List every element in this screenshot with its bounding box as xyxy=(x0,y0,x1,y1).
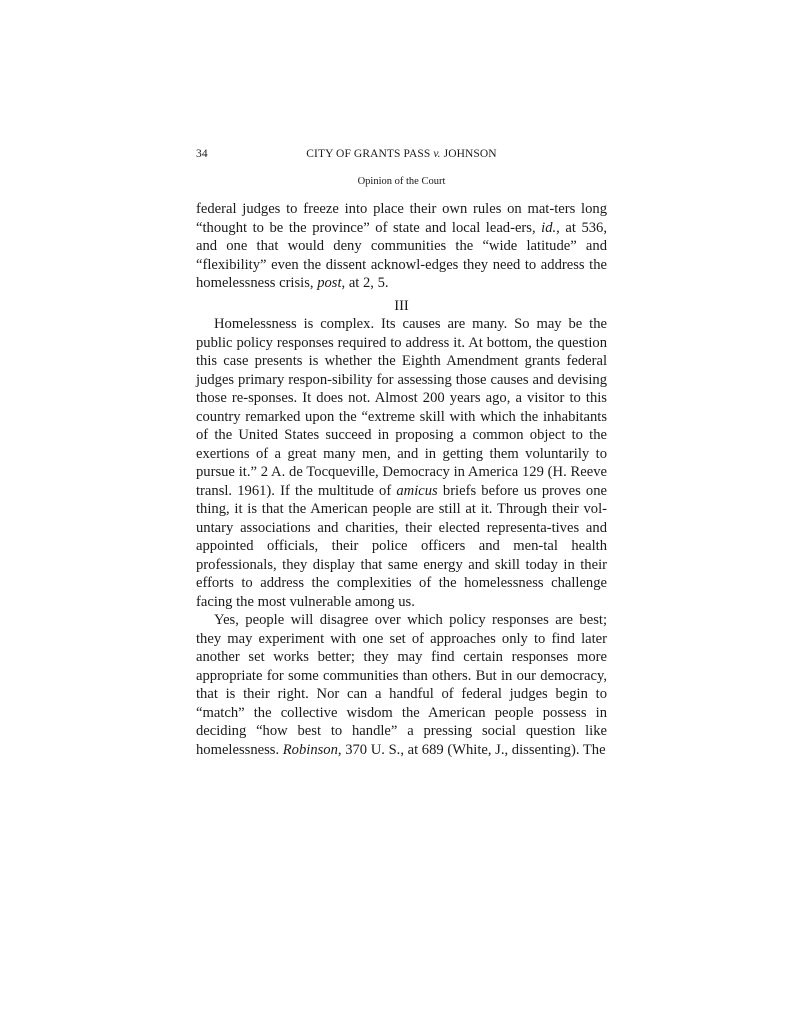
paragraph-1 xyxy=(196,200,607,293)
paragraph-2-text-1: Homelessness is complex. Its causes are many. So may be the public policy responses required to address it. At bottom, the question this case presents is whether the Eighth Amendment grants federal judges primary respon-sibility for assessing those causes and devising those re-sponses. It does not. Almost 200 years ago, a visitor to this country remarked upon the “extreme skill with which the inhabitants of the United States succeed in proposing a common object to the exertions of a great many men, and in getting them voluntarily to pursue it.” 2 A. de Tocqueville, Democracy in America 129 (H. Reeve transl. 1961). If the multitude of xyxy=(196,316,607,499)
paragraph-1-text-2: , at 536, and one that would deny communities the “wide latitude” and “flexibility” even the dissent acknowl-edges they need to address the homelessness crisis, xyxy=(196,219,607,291)
paragraph-3-text-1: Yes, people will disagree over which policy responses are best; they may experiment with one set of approaches only to find later another set works better; they may find certain responses more appropriate for some communities than others. But in our democracy, that is their right. Nor can a handful of federal judges begin to “match” the collective wisdom the American people possess in deciding “how best to handle” a pressing social question like homelessness. xyxy=(196,612,607,758)
case-title-versus: v. xyxy=(433,148,441,160)
case-title xyxy=(196,148,607,160)
paragraph-1-citation-post: post xyxy=(317,275,342,291)
paragraph-3-text-2: , 370 U. S., at 689 (White, J., dissenting). The xyxy=(337,741,606,758)
paragraph-3 xyxy=(196,611,607,759)
document-page xyxy=(196,148,607,759)
case-title-part-1: CITY OF GRANTS PASS xyxy=(306,148,434,160)
paragraph-2-text-2: briefs before us proves one thing, it is that the American people are still at it. Through their vol-untary associations and charities, their elected representa-tives and appointed officials, their police officers and men-tal health professionals, they display that same energy and skill today in their efforts to address the complexities of the homelessness challenge facing the most vulnerable among us. xyxy=(196,482,607,610)
paragraph-2-amicus: amicus xyxy=(396,482,438,499)
running-head xyxy=(196,148,607,166)
case-title-part-2: JOHNSON xyxy=(440,148,497,160)
opinion-label: Opinion of the Court xyxy=(357,176,446,187)
paragraph-1-text-1: federal judges to freeze into place their own rules on mat-ters long “thought to be the province” of state and local lead-ers, xyxy=(196,201,607,236)
page-number: 34 xyxy=(196,148,208,160)
section-heading: III xyxy=(394,297,409,314)
opinion-body xyxy=(196,200,607,759)
paragraph-1-text-3: , at 2, 5. xyxy=(341,275,389,291)
paragraph-2 xyxy=(196,315,607,611)
paragraph-3-citation-robinson: Robinson xyxy=(282,741,338,758)
paragraph-1-citation-id: id. xyxy=(541,219,557,236)
